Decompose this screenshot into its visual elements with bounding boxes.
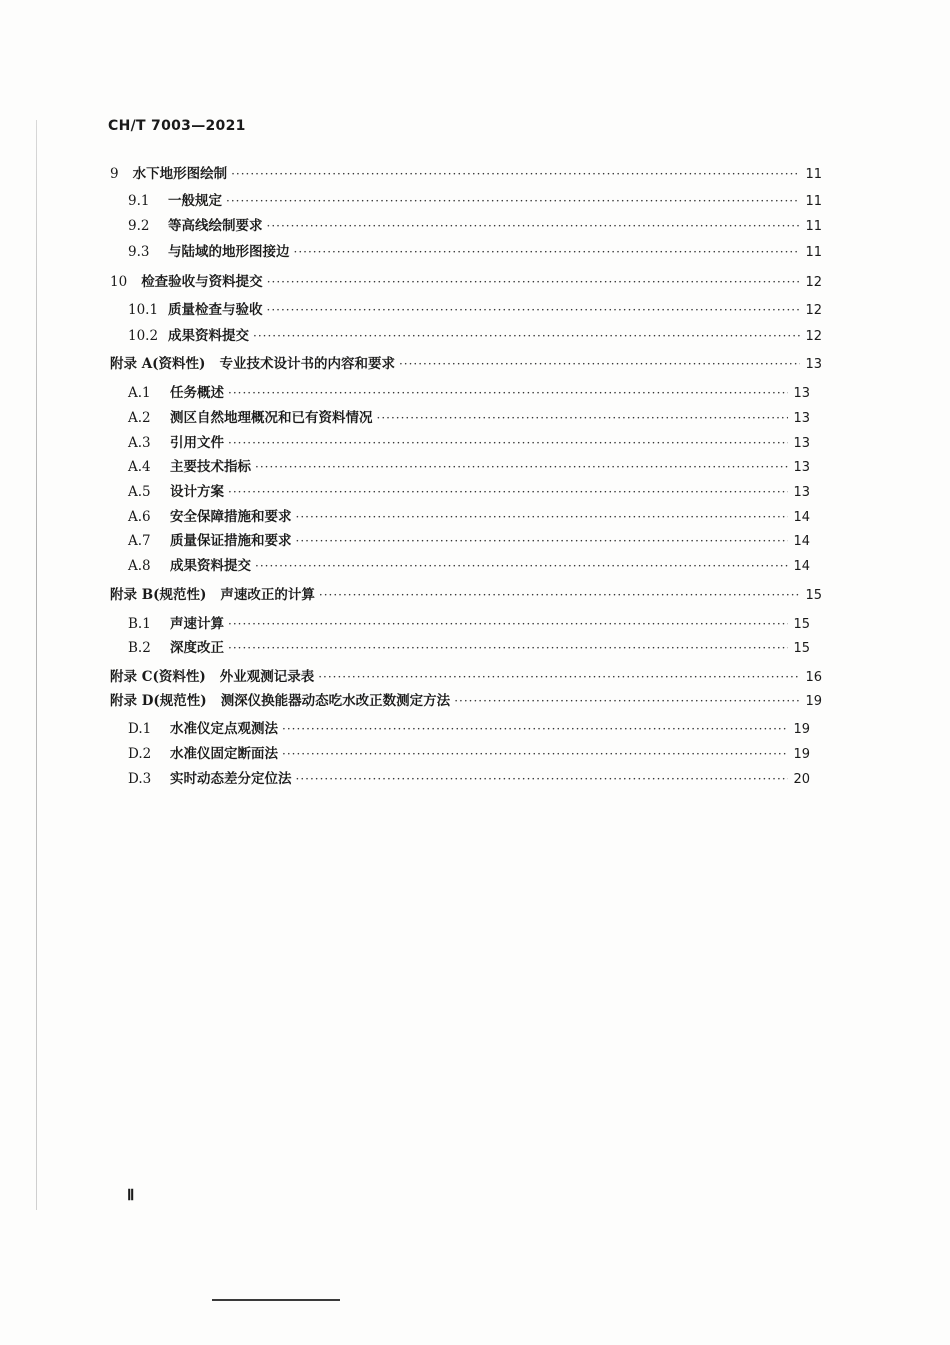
toc-leader-dots [231, 166, 800, 183]
toc-entry-number: 10 [110, 274, 128, 290]
toc-leader-dots [294, 244, 801, 261]
toc-entry-page: 13 [793, 436, 810, 451]
toc-leader-dots [228, 385, 788, 402]
toc-entry-number: A.5 [128, 484, 151, 500]
toc-entry-number: B.2 [128, 640, 151, 656]
toc-entry [110, 587, 822, 604]
toc-entry-number: A.2 [128, 410, 151, 426]
toc-entry-page: 11 [805, 167, 822, 182]
toc-entry-title: 设计方案 [170, 484, 224, 500]
toc-entry-title: 水准仪固定断面法 [170, 746, 278, 762]
toc-entry-number: B.1 [128, 616, 151, 632]
toc-entry-title: 主要技术指标 [170, 459, 251, 475]
toc-leader-dots [255, 459, 788, 476]
toc-entry-page: 20 [793, 772, 810, 787]
toc-leader-dots [454, 693, 800, 710]
toc-entry-number: A.3 [128, 435, 151, 451]
toc-entry-title: 安全保障措施和要求 [170, 509, 292, 525]
toc-entry-title: 水准仪定点观测法 [170, 721, 278, 737]
toc-leader-dots [282, 721, 788, 738]
toc-entry-number: 10.1 [128, 302, 159, 318]
toc-entry-number: D.2 [128, 746, 152, 762]
toc-entry [128, 746, 822, 763]
toc-leader-dots [318, 669, 800, 686]
toc-entry-number: A.7 [128, 533, 151, 549]
footer-rule [212, 1299, 340, 1301]
toc-leader-dots [399, 356, 800, 373]
toc-entry [110, 693, 822, 710]
toc-entry [128, 244, 822, 261]
toc-entry [128, 410, 822, 427]
toc-leader-dots [319, 587, 800, 604]
toc-entry-page: 13 [793, 485, 810, 500]
toc-entry-title: 与陆域的地形图接边 [168, 244, 290, 260]
toc-leader-dots [377, 410, 789, 427]
toc-entry-number: 9 [110, 166, 119, 182]
toc-entry [128, 616, 822, 633]
toc-entry [128, 484, 822, 501]
toc-leader-dots [253, 328, 800, 345]
toc-entry-page: 19 [793, 747, 810, 762]
toc-entry-title: 引用文件 [170, 435, 224, 451]
toc-entry-number: 附录 B(规范性) [110, 587, 207, 603]
toc-leader-dots [267, 274, 800, 291]
toc-entry-page: 19 [805, 694, 822, 709]
toc-entry-number: A.6 [128, 509, 151, 525]
toc-entry-title: 测深仪换能器动态吃水改正数测定方法 [220, 693, 451, 709]
toc-entry-number: D.1 [128, 721, 152, 737]
toc-entry [128, 218, 822, 235]
toc-leader-dots [267, 218, 801, 235]
toc-leader-dots [267, 302, 801, 319]
toc-leader-dots [228, 640, 788, 657]
toc-entry-page: 15 [793, 641, 810, 656]
toc-entry-page: 11 [805, 219, 822, 234]
toc-entry-title: 检查验收与资料提交 [141, 274, 263, 290]
toc-entry-page: 12 [805, 303, 822, 318]
toc-entry [110, 669, 822, 686]
toc-entry [128, 459, 822, 476]
toc-entry-number: 9.3 [128, 244, 150, 260]
toc-entry [128, 328, 822, 345]
toc-entry-title: 质量保证措施和要求 [170, 533, 292, 549]
toc-entry-number: A.1 [128, 385, 151, 401]
toc-entry-number: A.8 [128, 558, 151, 574]
toc-entry [128, 721, 822, 738]
toc-entry [110, 274, 822, 291]
toc-leader-dots [296, 771, 789, 788]
toc-entry-title: 实时动态差分定位法 [170, 771, 292, 787]
toc-entry [128, 533, 822, 550]
document-code: CH/T 7003—2021 [108, 118, 246, 134]
toc-leader-dots [228, 435, 788, 452]
toc-leader-dots [296, 509, 789, 526]
toc-entry-title: 成果资料提交 [170, 558, 251, 574]
toc-leader-dots [296, 533, 789, 550]
toc-entry-title: 质量检查与验收 [168, 302, 263, 318]
toc-entry-page: 11 [805, 194, 822, 209]
toc-entry-title: 专业技术设计书的内容和要求 [219, 356, 395, 372]
toc-entry [110, 166, 822, 183]
toc-entry-title: 声速改正的计算 [220, 587, 315, 603]
scan-edge-line [36, 120, 37, 1210]
toc-entry-page: 15 [805, 588, 822, 603]
toc-entry-title: 水下地形图绘制 [132, 166, 228, 182]
toc-entry-title: 任务概述 [170, 385, 224, 401]
toc-leader-dots [226, 193, 800, 210]
toc-entry-page: 13 [805, 357, 822, 372]
toc-entry [128, 302, 822, 319]
toc-entry-page: 15 [793, 617, 810, 632]
toc-entry [110, 356, 822, 373]
toc-entry-number: 附录 D(规范性) [110, 693, 207, 709]
toc-entry-page: 12 [805, 329, 822, 344]
toc-entry-page: 14 [793, 559, 810, 574]
toc-entry-number: D.3 [128, 771, 152, 787]
toc-entry-number: 9.1 [128, 193, 150, 209]
toc-entry-page: 13 [793, 411, 810, 426]
toc-entry-page: 19 [793, 722, 810, 737]
toc-entry-page: 11 [805, 245, 822, 260]
toc-entry-title: 等高线绘制要求 [168, 218, 263, 234]
toc-entry-page: 14 [793, 534, 810, 549]
toc-entry [128, 771, 822, 788]
toc-entry-title: 一般规定 [168, 193, 222, 209]
toc-entry [128, 558, 822, 575]
toc-leader-dots [228, 616, 788, 633]
toc-leader-dots [228, 484, 788, 501]
toc-entry-title: 外业观测记录表 [219, 669, 315, 685]
toc-entry [128, 193, 822, 210]
page-number: Ⅱ [127, 1188, 135, 1204]
toc-entry-page: 12 [805, 275, 822, 290]
toc-entry-number: 9.2 [128, 218, 150, 234]
toc-entry-title: 声速计算 [170, 616, 224, 632]
toc-entry [128, 509, 822, 526]
toc-leader-dots [282, 746, 788, 763]
toc-entry [128, 640, 822, 657]
toc-entry-title: 测区自然地理概况和已有资料情况 [170, 410, 373, 426]
toc-entry-number: A.4 [128, 459, 151, 475]
toc-leader-dots [255, 558, 788, 575]
toc-entry-number: 附录 C(资料性) [110, 669, 206, 685]
toc-entry-page: 16 [805, 670, 822, 685]
toc-entry [128, 435, 822, 452]
toc-entry [128, 385, 822, 402]
toc-entry-number: 10.2 [128, 328, 159, 344]
toc-entry-number: 附录 A(资料性) [110, 356, 206, 372]
toc-entry-page: 13 [793, 460, 810, 475]
toc-entry-page: 14 [793, 510, 810, 525]
toc-entry-title: 成果资料提交 [168, 328, 249, 344]
toc-entry-page: 13 [793, 386, 810, 401]
toc-entry-title: 深度改正 [170, 640, 224, 656]
